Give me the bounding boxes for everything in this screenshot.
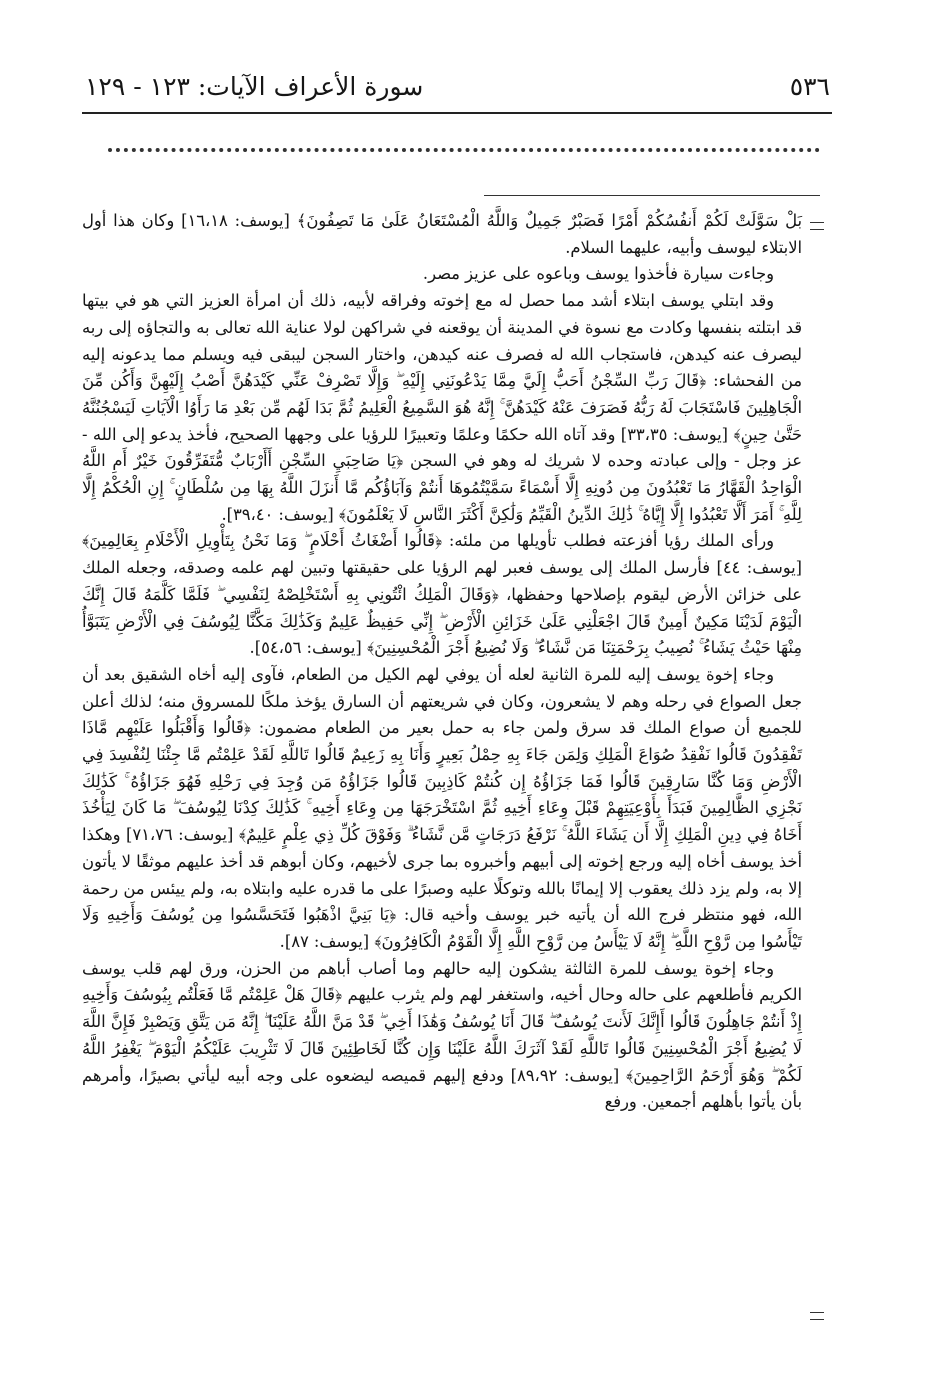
running-title: سورة الأعراف الآيات: ١٢٣ - ١٢٩ bbox=[85, 72, 424, 101]
paragraph: وجاء إخوة يوسف للمرة الثالثة يشكون إليه حالهم وما أصاب أباهم من الحزن، ورق لهم قلب يوسف الكريم فأطلعهم على حاله وحال أخيه، واستغفر لهم ولم يثرب عليهم ﴿قَالَ هَلْ عَلِمْتُم مَّا فَعَلْتُم بِيُوسُفَ وَأَخِيهِ إِذْ أَنتُمْ جَاهِلُونَ قَالُوا أَإِنَّكَ لَأَنتَ يُوسُفُ ۖ قَالَ أَنَا يُوسُفُ وَهَٰذَا أَخِي ۖ قَدْ مَنَّ اللَّهُ عَلَيْنَا ۖ إِنَّهُ مَن يَتَّقِ وَيَصْبِرْ فَإِنَّ اللَّهَ لَا يُضِيعُ أَجْرَ الْمُحْسِنِينَ قَالُوا تَاللَّهِ لَقَدْ آثَرَكَ اللَّهُ عَلَيْنَا وَإِن كُنَّا لَخَاطِئِينَ قَالَ لَا تَثْرِيبَ عَلَيْكُمُ الْيَوْمَ ۖ يَغْفِرُ اللَّهُ لَكُمْ ۖ وَهُوَ أَرْحَمُ الرَّاحِمِينَ﴾ [يوسف: ٨٩،٩٢] ودفع إليهم قميصه ليضعوه على وجه أبيه ليأتي بصيرًا، وأمرهم بأن يأتوا بأهلهم أجمعين. ورفع bbox=[82, 958, 802, 1112]
header-rule bbox=[82, 112, 832, 114]
paragraph: وقد ابتلي يوسف ابتلاء أشد مما حصل له مع إخوته وفراقه لأبيه، ذلك أن امرأة العزيز التي هو في بيتها قد ابتلته بنفسها وكادت مع نسوة في المدينة أن يوقعنه في شراكهن لولا عناية الله تعالى به والتجاؤه إلى ربه ليصرف عنه كيدهن، فاستجاب الله له فصرف عنه كيدهن، واختار السجن ليبقى فيه ويسلم مما يدعونه إليه من الفحشاء: ﴿قَالَ رَبِّ السِّجْنُ أَحَبُّ إِلَيَّ مِمَّا يَدْعُونَنِي إِلَيْهِ ۖ وَإِلَّا تَصْرِفْ عَنِّي كَيْدَهُنَّ أَصْبُ إِلَيْهِنَّ وَأَكُن مِّنَ الْجَاهِلِينَ فَاسْتَجَابَ لَهُ رَبُّهُ فَصَرَفَ عَنْهُ كَيْدَهُنَّ ۚ إِنَّهُ هُوَ السَّمِيعُ الْعَلِيمُ ثُمَّ بَدَا لَهُم مِّن بَعْدِ مَا رَأَوُا الْآيَاتِ لَيَسْجُنُنَّهُ حَتَّىٰ حِينٍ﴾ [يوسف: ٣٣،٣٥] وقد آتاه الله حكمًا وعلمًا وتعبيرًا للرؤيا على وجهها الصحيح، فأخذ يدعو إلى الله - عز وجل - وإلى عبادته وحده لا شريك له وهو في السجن ﴿يَا صَاحِبَيِ السِّجْنِ أَأَرْبَابٌ مُّتَفَرِّقُونَ خَيْرٌ أَمِ اللَّهُ الْوَاحِدُ الْقَهَّارُ مَا تَعْبُدُونَ مِن دُونِهِ إِلَّا أَسْمَاءً سَمَّيْتُمُوهَا أَنتُمْ وَآبَاؤُكُم مَّا أَنزَلَ اللَّهُ بِهَا مِن سُلْطَانٍ ۚ إِنِ الْحُكْمُ إِلَّا لِلَّهِ ۚ أَمَرَ أَلَّا تَعْبُدُوا إِلَّا إِيَّاهُ ۚ ذَٰلِكَ الدِّينُ الْقَيِّمُ وَلَٰكِنَّ أَكْثَرَ النَّاسِ لَا يَعْلَمُونَ﴾ [يوسف: ٣٩،٤٠]. bbox=[82, 291, 802, 524]
margin-mark-top bbox=[810, 222, 824, 230]
page-number: ٥٣٦ bbox=[789, 72, 830, 101]
page-body bbox=[82, 208, 802, 1116]
dotted-separator bbox=[108, 148, 820, 152]
continuation-rule bbox=[484, 195, 820, 196]
paragraph-continuation: بَلْ سَوَّلَتْ لَكُمْ أَنفُسُكُمْ أَمْرًا فَصَبْرٌ جَمِيلٌ وَاللَّهُ الْمُسْتَعَانُ عَلَىٰ مَا تَصِفُونَ﴾ [يوسف: ١٦،١٨] وكان هذا أول الابتلاء ليوسف وأبيه، عليهما السلام. bbox=[82, 211, 802, 257]
paragraph: وجاءت سيارة فأخذوا يوسف وباعوه على عزيز مصر. bbox=[422, 264, 774, 284]
paragraph: وجاء إخوة يوسف إليه للمرة الثانية لعله أن يوفي لهم الكيل من الطعام، فآوى إليه أخاه الشقيق بعد أن جعل الصواع في رحله وهم لا يشعرون، وكان في شريعتهم أن السارق يؤخذ ملكًا للمسروق منه؛ لذلك أعلن للجميع أن صواع الملك قد سرق ولمن جاء به حمل بعير من الطعام مضمون: ﴿قَالُوا وَأَقْبَلُوا عَلَيْهِم مَّاذَا تَفْقِدُونَ قَالُوا نَفْقِدُ صُوَاعَ الْمَلِكِ وَلِمَن جَاءَ بِهِ حِمْلُ بَعِيرٍ وَأَنَا بِهِ زَعِيمٌ قَالُوا تَاللَّهِ لَقَدْ عَلِمْتُم مَّا جِئْنَا لِنُفْسِدَ فِي الْأَرْضِ وَمَا كُنَّا سَارِقِينَ قَالُوا فَمَا جَزَاؤُهُ إِن كُنتُمْ كَاذِبِينَ قَالُوا جَزَاؤُهُ مَن وُجِدَ فِي رَحْلِهِ فَهُوَ جَزَاؤُهُ ۚ كَذَٰلِكَ نَجْزِي الظَّالِمِينَ فَبَدَأَ بِأَوْعِيَتِهِمْ قَبْلَ وِعَاءِ أَخِيهِ ثُمَّ اسْتَخْرَجَهَا مِن وِعَاءِ أَخِيهِ ۚ كَذَٰلِكَ كِدْنَا لِيُوسُفَ ۖ مَا كَانَ لِيَأْخُذَ أَخَاهُ فِي دِينِ الْمَلِكِ إِلَّا أَن يَشَاءَ اللَّهُ ۚ نَرْفَعُ دَرَجَاتٍ مَّن نَّشَاءُ ۗ وَفَوْقَ كُلِّ ذِي عِلْمٍ عَلِيمٌ﴾ [يوسف: ٧١،٧٦] وهكذا أخذ يوسف أخاه إليه ورجع إخوته إلى أبيهم وأخبروه بما جرى لأخيهم، وكان أبوهم قد أخذ عليهم موثقًا لا يأتون إلا به، ولم يزد ذلك يعقوب إلا إيمانًا بالله وتوكلًا عليه وصبرًا على ما قدره عليه وابتلاه به، ولم ييئس من رحمة الله، فهو منتظر فرج الله أن يأتيه خبر يوسف وأخيه قال: ﴿يَا بَنِيَّ اذْهَبُوا فَتَحَسَّسُوا مِن يُوسُفَ وَأَخِيهِ وَلَا تَيْأَسُوا مِن رَّوْحِ اللَّهِ ۖ إِنَّهُ لَا يَيْأَسُ مِن رَّوْحِ اللَّهِ إِلَّا الْقَوْمُ الْكَافِرُونَ﴾ [يوسف: ٨٧]. bbox=[82, 664, 802, 951]
paragraph: ورأى الملك رؤيا أفزعته فطلب تأويلها من ملئه: ﴿قَالُوا أَضْغَاثُ أَحْلَامٍ ۖ وَمَا نَحْنُ بِتَأْوِيلِ الْأَحْلَامِ بِعَالِمِينَ﴾ [يوسف: ٤٤] فأرسل الملك إلى يوسف فعبر لهم الرؤيا على حقيقتها وتبين لهم علمه وصدقه، وجعله الملك على خزائن الأرض ليقوم بإصلاحها وحفظها، ﴿وَقَالَ الْمَلِكُ ائْتُونِي بِهِ أَسْتَخْلِصْهُ لِنَفْسِي ۖ فَلَمَّا كَلَّمَهُ قَالَ إِنَّكَ الْيَوْمَ لَدَيْنَا مَكِينٌ أَمِينٌ قَالَ اجْعَلْنِي عَلَىٰ خَزَائِنِ الْأَرْضِ ۖ إِنِّي حَفِيظٌ عَلِيمٌ وَكَذَٰلِكَ مَكَّنَّا لِيُوسُفَ فِي الْأَرْضِ يَتَبَوَّأُ مِنْهَا حَيْثُ يَشَاءُ ۚ نُصِيبُ بِرَحْمَتِنَا مَن نَّشَاءُ ۖ وَلَا نُضِيعُ أَجْرَ الْمُحْسِنِينَ﴾ [يوسف: ٥٤،٥٦]. bbox=[82, 531, 802, 658]
margin-mark-bottom bbox=[810, 1312, 824, 1320]
running-header bbox=[85, 70, 830, 104]
